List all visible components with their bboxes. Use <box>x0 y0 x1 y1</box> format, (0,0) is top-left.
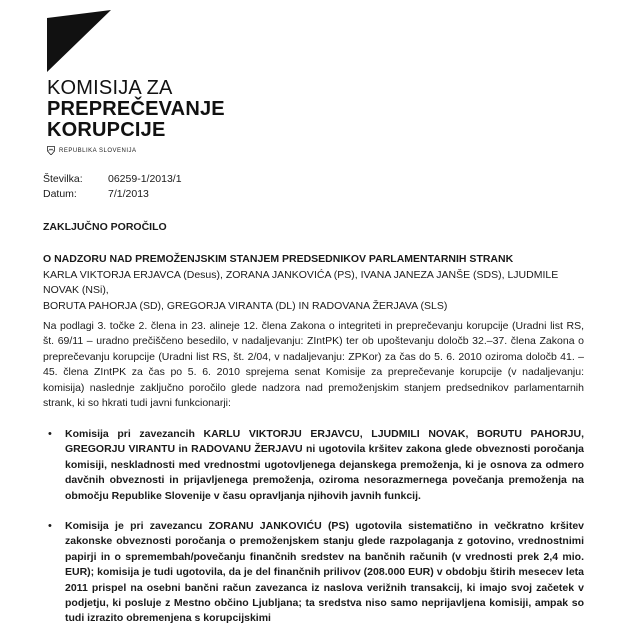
logo-subtitle-text: REPUBLIKA SLOVENIJA <box>59 147 137 154</box>
document-meta <box>43 172 182 202</box>
subject-block <box>43 252 583 314</box>
logo <box>47 10 247 155</box>
list-item-lead: Komisija pri zavezancih <box>65 428 204 440</box>
logo-triangle-icon <box>47 10 111 72</box>
date-label: Datum: <box>43 188 77 200</box>
subject-line-3: BORUTA PAHORJA (SD), GREGORJA VIRANTA (DL) IN RADOVANA ŽERJAVA (SLS) <box>43 299 448 312</box>
list-item-body: (PS) ugotovila sistematično in večkratno kršitev zakonske obveznosti poročanja o premoženjskem stanju glede razpolaganja z gotovino, vrednostnimi papirji in o spremembah/povečanju finančnih sredstev na bančnih računih (v vrednosti prek 2,4 mio. EUR); komisija je tudi ugotovila, da je del finančnih prilivov (208.000 EUR) v obdobju štirih mesecev leta 2011 prispel na osebni bančni račun zavezanca iz naslova verižnih transakcij, ki imajo svoj začetek v podjetju, ki posluje z Mestno občino Ljubljana; ta sredstva niso samo neprijavljena komisiji, ampak so tudi izrazito obremenjena s korupcijskimi <box>65 520 585 625</box>
logo-subtitle <box>47 146 247 155</box>
logo-wordmark <box>47 78 247 141</box>
number-label: Številka: <box>43 173 83 185</box>
logo-line-1: KOMISIJA ZA <box>47 77 173 99</box>
list-item-lead: Komisija je pri zavezancu <box>65 520 209 532</box>
subject-line-2: KARLA VIKTORJA ERJAVCA (Desus), ZORANA JANKOVIĆA (PS), IVANA JANEZA JANŠE (SDS), LJUDMILE NOVAK (NSi), <box>43 268 559 297</box>
list-item-names: KARLU VIKTORJU ERJAVCU, LJUDMILI NOVAK, BORUTU PAHORJU, GREGORJU VIRANTU in RADOVANU ŽERJAVU <box>65 428 584 456</box>
subject-heading: O NADZORU NAD PREMOŽENJSKIM STANJEM PREDSEDNIKOV PARLAMENTARNIH STRANK <box>43 253 514 265</box>
list-item <box>48 427 584 504</box>
date-row <box>43 187 182 202</box>
list-item-body: ni ugotovila kršitev zakona glede obveznosti poročanja komisiji, neskladnosti med vrednostmi ugotovljenega dejanskega premoženja, ki je osnova za odmero davčnih obveznosti in prijavljenega premoženja, oziroma nesorazmernega povečanja premoženja na območju Republike Slovenije v času opravljanja njihovih javnih funkcij. <box>65 443 584 502</box>
number-value: 06259-1/2013/1 <box>108 173 182 185</box>
list-item-text <box>65 519 584 627</box>
bullet-icon: • <box>48 428 52 440</box>
logo-line-3: KORUPCIJE <box>47 119 166 141</box>
intro-paragraph: Na podlagi 3. točke 2. člena in 23. alineje 12. člena Zakona o integriteti in preprečevanju korupcije (Uradni list RS, št. 69/11 – uradno prečiščeno besedilo, v nadaljevanju: ZIntPK) ter ob upoštevanju določb 32.–37. člena Zakona o preprečevanju korupcije (Uradni list RS, št. 2/04, v nadaljevanju: ZPKor) za čas do 5. 6. 2010 oziroma določb 41. – 45. člena ZIntPK za čas po 5. 6. 2010 sprejema senat Komisije za preprečevanje korupcije (v nadaljevanju: komisija) naslednje zaključno poročilo glede nadzora nad premoženjskim stanjem predsednikov parlamentarnih strank, ki so hkrati tudi javni funkcionarji: <box>43 320 584 410</box>
logo-line-2: PREPREČEVANJE <box>47 98 225 120</box>
list-item <box>48 519 584 627</box>
report-title: ZAKLJUČNO POROČILO <box>43 221 167 233</box>
number-row <box>43 172 182 187</box>
list-item-text <box>65 427 584 504</box>
list-item-names: ZORANU JANKOVIĆU <box>208 520 322 532</box>
date-value: 7/1/2013 <box>108 188 149 200</box>
bullet-icon: • <box>48 520 52 532</box>
crest-icon <box>47 146 55 155</box>
